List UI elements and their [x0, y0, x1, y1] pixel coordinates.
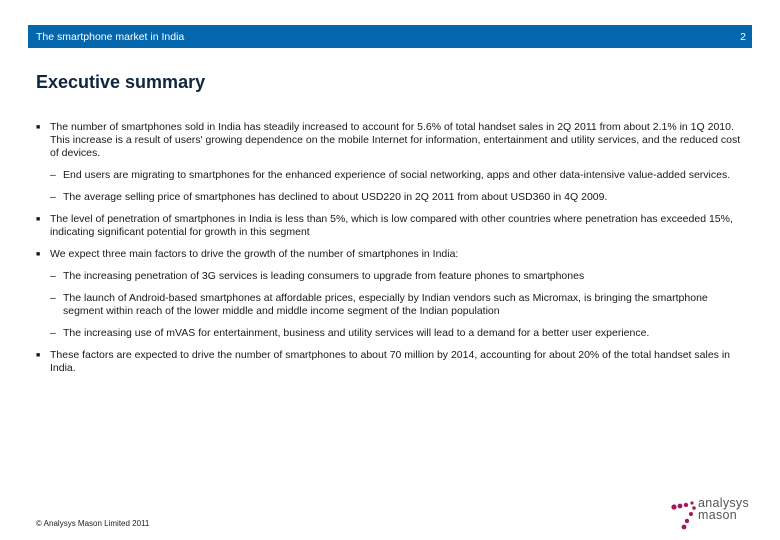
- bullet-list: [36, 121, 748, 384]
- analysys-mason-logo: analysys mason: [670, 497, 760, 531]
- bullet-icon: ■: [36, 352, 41, 359]
- dash-icon: –: [50, 169, 56, 181]
- dash-icon: –: [50, 292, 56, 304]
- list-item: ■ We expect three main factors to drive the growth of the number of smartphones in India:: [36, 248, 459, 260]
- list-item: – The increasing use of mVAS for entertainment, business and utility services will lead to a demand for a better user experience.: [50, 327, 650, 339]
- logo-dots-icon: [670, 497, 698, 531]
- dash-icon: –: [50, 191, 56, 203]
- dash-icon: –: [50, 327, 56, 339]
- bullet-icon: ■: [36, 124, 41, 131]
- list-item: – The increasing penetration of 3G services is leading consumers to upgrade from feature phones to smartphones: [50, 270, 585, 282]
- dash-icon: –: [50, 270, 56, 282]
- list-item: – The average selling price of smartphones has declined to about USD220 in 2Q 2011 from about USD360 in 4Q 2009.: [50, 191, 608, 203]
- page-title: Executive summary: [36, 72, 206, 92]
- bullet-icon: ■: [36, 251, 41, 258]
- bullet-icon: ■: [36, 216, 41, 223]
- page-number: 2: [740, 31, 746, 43]
- list-item: – The launch of Android-based smartphones at affordable prices, especially by Indian vendors such as Micromax, is bringing the smartphone segment within reach of the lower middle and middle income segment of the Indian population: [50, 292, 708, 317]
- header-title: The smartphone market in India: [36, 31, 185, 43]
- list-item: ■ These factors are expected to drive the number of smartphones to about 70 million by 2014, accounting for about 20% of the total handset sales in India.: [36, 349, 730, 374]
- footer-copyright: © Analysys Mason Limited 2011: [36, 519, 150, 528]
- list-item: ■ The level of penetration of smartphones in India is less than 5%, which is low compared with other countries where penetration has exceeded 15%, indicating significant potential for growth in this segment: [36, 213, 733, 238]
- header-bar: [28, 25, 752, 48]
- list-item: ■ The number of smartphones sold in India has steadily increased to account for 5.6% of total handset sales in 2Q 2011 from about 2.1% in 1Q 2010. This increase is a result of users' growing dependence on the mobile Internet for information, entertainment and utility services, and the reduced cost of devices.: [36, 121, 741, 159]
- list-item: – End users are migrating to smartphones for the enhanced experience of social networking, apps and other data-intensive value-added services.: [50, 169, 731, 181]
